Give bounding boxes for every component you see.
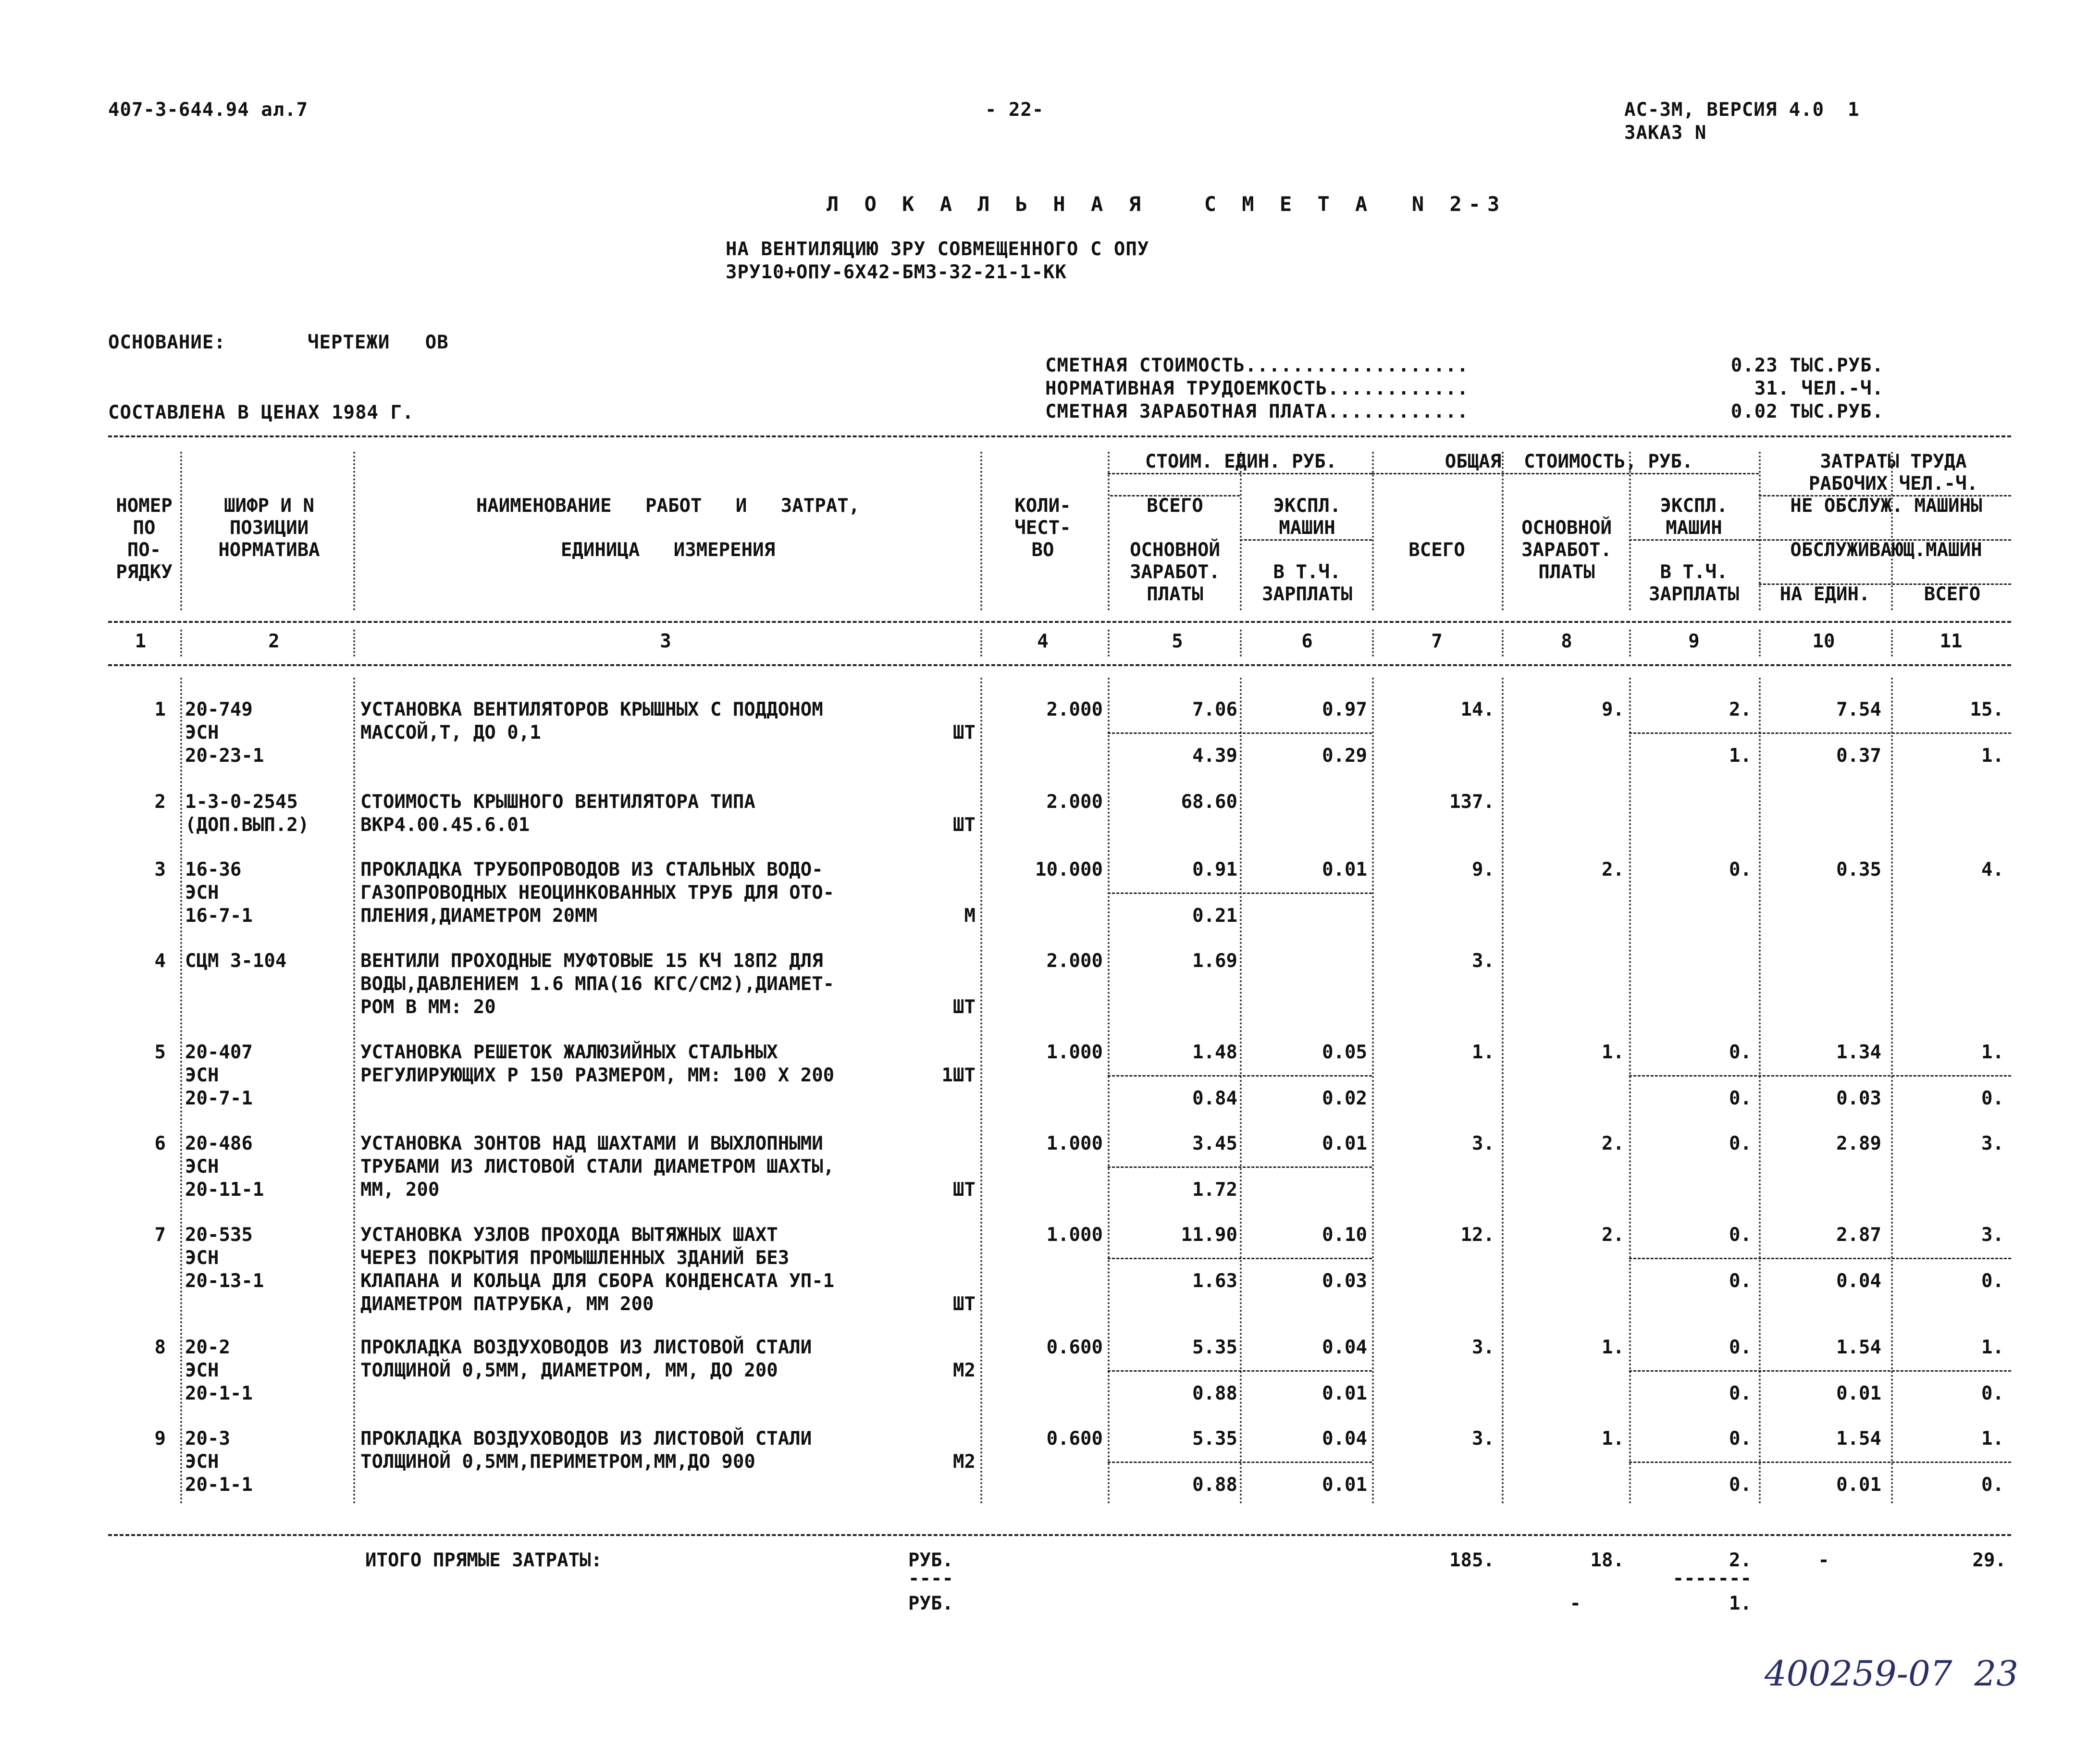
cost-value: 0.88 <box>1192 1383 1237 1404</box>
unit-of-measure: М2 <box>953 1451 976 1473</box>
cost-value: 0. <box>1729 1133 1752 1154</box>
column-separator <box>1502 452 1504 610</box>
column-separator <box>1108 630 1110 657</box>
cost-value: 7.54 <box>1836 699 1881 720</box>
cost-value: 0.01 <box>1322 1383 1367 1404</box>
column-separator <box>353 678 355 1504</box>
cell-subdivider <box>1108 1075 1372 1077</box>
cost-value: 1.63 <box>1192 1270 1237 1292</box>
column-separator <box>1629 630 1631 657</box>
cost-value: 0.88 <box>1192 1474 1237 1496</box>
work-description: КЛАПАНА И КОЛЬЦА ДЛЯ СБОРА КОНДЕНСАТА УП-1 <box>360 1270 835 1292</box>
column-number: 6 <box>1301 631 1313 652</box>
column-header-label: ОБСЛУЖИВАЮЩ.МАШИН <box>1790 539 1982 561</box>
cost-value: 0. <box>1729 1224 1752 1246</box>
cell-subdivider <box>1108 1370 1372 1372</box>
column-header-label: НАИМЕНОВАНИЕ РАБОТ И ЗАТРАТ, <box>476 495 860 517</box>
cost-value: 1.34 <box>1836 1041 1881 1063</box>
cost-value: 137. <box>1449 791 1495 813</box>
column-header-label: ЭКСПЛ. <box>1660 495 1728 517</box>
cell-subdivider <box>1629 732 2011 734</box>
unit-of-measure: ШТ <box>953 1293 976 1315</box>
cell-subdivider <box>1108 732 1372 734</box>
norm-code: ЭСН <box>185 882 219 904</box>
cost-value: 0. <box>1729 1383 1752 1404</box>
work-description: ПРОКЛАДКА ТРУБОПРОВОДОВ ИЗ СТАЛЬНЫХ ВОДО- <box>360 859 823 880</box>
norm-code: 20-11-1 <box>185 1179 264 1201</box>
cost-value: 0.01 <box>1322 859 1367 880</box>
cost-value: 4. <box>1981 859 2004 880</box>
header-subdivider <box>1759 495 2011 496</box>
column-separator <box>1108 678 1110 1504</box>
column-separator <box>1108 452 1110 610</box>
cost-value: 0. <box>1729 1428 1752 1450</box>
work-description: ВКР4.00.45.6.01 <box>360 814 530 836</box>
totals-label: ИТОГО ПРЯМЫЕ ЗАТРАТЫ: <box>365 1549 603 1571</box>
work-description: ПРОКЛАДКА ВОЗДУХОВОДОВ ИЗ ЛИСТОВОЙ СТАЛИ <box>360 1337 812 1358</box>
row-number: 2 <box>154 791 166 813</box>
header-subdivider <box>1629 539 1759 541</box>
unit-of-measure: М2 <box>953 1360 976 1381</box>
total-value: 185. <box>1449 1549 1495 1571</box>
column-header-label: ЗАРПЛАТЫ <box>1649 583 1739 605</box>
cost-value: 0.97 <box>1322 699 1367 720</box>
price-level: СОСТАВЛЕНА В ЦЕНАХ 1984 Г. <box>108 402 414 423</box>
cost-value: 14. <box>1460 699 1495 720</box>
cost-value: 2. <box>1602 859 1624 880</box>
column-header-label: РЯДКУ <box>116 561 173 583</box>
column-header-label: ПОЗИЦИИ <box>229 517 309 539</box>
norm-code: 20-7-1 <box>185 1088 253 1109</box>
cost-value: 2.87 <box>1836 1224 1881 1246</box>
column-number: 9 <box>1688 631 1700 652</box>
column-separator <box>1372 630 1374 657</box>
cost-value: 0.03 <box>1836 1088 1881 1109</box>
cost-value: 2.89 <box>1836 1133 1881 1154</box>
cost-value: 0. <box>1729 1270 1752 1292</box>
column-header-label: ПЛАТЫ <box>1538 561 1595 583</box>
norm-code: 20-23-1 <box>185 745 264 767</box>
column-separator <box>1891 452 1893 610</box>
column-header-label: ЕДИНИЦА ИЗМЕРЕНИЯ <box>560 539 776 561</box>
cost-value: 0.01 <box>1836 1383 1881 1404</box>
work-description: ММ, 200 <box>360 1179 440 1201</box>
column-header-label: ВСЕГО <box>1924 583 1981 605</box>
column-number: 5 <box>1172 631 1183 652</box>
quantity: 2.000 <box>1046 699 1103 720</box>
column-header-label: ЧЕСТ- <box>1014 517 1071 539</box>
header-subdivider <box>1240 539 1372 541</box>
unit-of-measure: ШТ <box>953 1179 976 1201</box>
cost-value: 0.35 <box>1836 859 1881 880</box>
column-separator <box>1759 452 1761 610</box>
cost-value: 0.01 <box>1322 1474 1367 1496</box>
unit-of-measure: ШТ <box>953 996 976 1018</box>
cost-value: 0. <box>1981 1474 2004 1496</box>
column-number: 11 <box>1939 631 1963 652</box>
total-value: 2. <box>1729 1549 1752 1571</box>
work-description: СТОИМОСТЬ КРЫШНОГО ВЕНТИЛЯТОРА ТИПА <box>360 791 755 813</box>
cost-value: 0.05 <box>1322 1041 1367 1063</box>
column-header-label: В Т.Ч. <box>1660 561 1728 583</box>
total-value: 18. <box>1590 1549 1624 1571</box>
total-value: - <box>1818 1549 1829 1571</box>
work-description: ДИАМЕТРОМ ПАТРУБКА, ММ 200 <box>360 1293 654 1315</box>
norm-code: 20-1-1 <box>185 1474 253 1496</box>
cell-subdivider <box>1629 1370 2011 1372</box>
cost-value: 1. <box>1602 1337 1624 1358</box>
summary-value: 31. ЧЕЛ.-Ч. <box>1754 378 1884 399</box>
cost-value: 0. <box>1729 1337 1752 1358</box>
column-separator <box>1891 630 1893 657</box>
cost-value: 15. <box>1970 699 2004 720</box>
cost-value: 1. <box>1981 1041 2004 1063</box>
norm-code: 1-3-0-2545 <box>185 791 298 813</box>
norm-code: (ДОП.ВЫП.2) <box>185 814 309 836</box>
column-separator <box>1502 678 1504 1504</box>
work-description: УСТАНОВКА ЗОНТОВ НАД ШАХТАМИ И ВЫХЛОПНЫМИ <box>360 1133 823 1154</box>
basis-value: ЧЕРТЕЖИ ОВ <box>308 332 449 353</box>
cost-value: 4.39 <box>1192 745 1237 767</box>
software-version: АС-3М, ВЕРСИЯ 4.0 1 <box>1624 99 1860 121</box>
column-separator <box>353 630 355 657</box>
row-number: 8 <box>154 1337 166 1358</box>
document-code: 407-3-644.94 ал.7 <box>108 99 309 121</box>
column-header-label: МАШИН <box>1279 517 1335 539</box>
cost-value: 0.04 <box>1836 1270 1881 1292</box>
cost-value: 1.72 <box>1192 1179 1237 1201</box>
work-description: ПРОКЛАДКА ВОЗДУХОВОДОВ ИЗ ЛИСТОВОЙ СТАЛИ <box>360 1428 812 1450</box>
work-description: ТОЛЩИНОЙ 0,5ММ,ПЕРИМЕТРОМ,ММ,ДО 900 <box>360 1451 755 1473</box>
document-title: Л О К А Л Ь Н А Я С М Е Т А N 2-3 <box>827 192 1507 216</box>
divider <box>108 621 2011 623</box>
total-separator: ------- <box>1672 1568 1752 1589</box>
column-header-label: КОЛИ- <box>1014 495 1071 517</box>
row-number: 4 <box>154 950 166 972</box>
norm-code: СЦМ 3-104 <box>185 950 287 972</box>
cost-value: 1. <box>1981 745 2004 767</box>
column-header-label: НЕ ОБСЛУЖ. МАШИНЫ <box>1790 495 1982 517</box>
total-value: 29. <box>1972 1549 2006 1571</box>
work-description: ЧЕРЕЗ ПОКРЫТИЯ ПРОМЫШЛЕННЫХ ЗДАНИЙ БЕЗ <box>360 1247 790 1269</box>
cost-value: 3.45 <box>1192 1133 1237 1154</box>
page-number: - 22- <box>985 99 1044 121</box>
column-number: 4 <box>1037 631 1049 652</box>
norm-code: 20-2 <box>185 1337 230 1358</box>
cost-value: 0.29 <box>1322 745 1367 767</box>
column-header-label: ОБЩАЯ СТОИМОСТЬ, РУБ. <box>1445 451 1693 472</box>
summary-label: СМЕТНАЯ ЗАРАБОТНАЯ ПЛАТА............ <box>1045 401 1469 422</box>
row-number: 6 <box>154 1133 166 1154</box>
cost-value: 1. <box>1981 1428 2004 1450</box>
work-description: ВОДЫ,ДАВЛЕНИЕМ 1.6 МПА(16 КГС/СМ2),ДИАМЕТ- <box>360 973 835 995</box>
cost-value: 0.04 <box>1322 1337 1367 1358</box>
cost-value: 1. <box>1981 1337 2004 1358</box>
document-subtitle-object: ЗРУ10+ОПУ-6Х42-БМЗ-32-21-1-КК <box>726 261 1067 283</box>
column-header-label: ЗАТРАТЫ ТРУДА <box>1820 451 1967 472</box>
quantity: 0.600 <box>1046 1428 1103 1450</box>
cost-value: 9. <box>1472 859 1495 880</box>
cost-value: 3. <box>1472 950 1495 972</box>
column-separator <box>180 630 182 657</box>
cost-value: 11.90 <box>1181 1224 1237 1246</box>
unit-of-measure: ШТ <box>953 814 976 836</box>
cost-value: 3. <box>1472 1428 1495 1450</box>
divider <box>108 664 2011 666</box>
cost-value: 9. <box>1602 699 1624 720</box>
cost-value: 3. <box>1981 1224 2004 1246</box>
handwritten-signature: 400259-07 23 <box>1764 1653 2018 1694</box>
divider <box>108 435 2011 437</box>
column-header-label: РАБОЧИХ ЧЕЛ.-Ч. <box>1808 473 1978 495</box>
norm-code: 20-13-1 <box>185 1270 264 1292</box>
cell-subdivider <box>1108 1166 1372 1168</box>
header-subdivider <box>1110 495 1240 496</box>
order-number: ЗАКАЗ N <box>1624 122 1707 144</box>
summary-value: 0.02 ТЫС.РУБ. <box>1730 401 1884 422</box>
cost-value: 1.48 <box>1192 1041 1237 1063</box>
work-description: ТОЛЩИНОЙ 0,5ММ, ДИАМЕТРОМ, ММ, ДО 200 <box>360 1360 778 1381</box>
column-separator <box>1759 630 1761 657</box>
column-header-label: СТОИМ. ЕДИН. РУБ. <box>1145 451 1337 472</box>
cost-value: 3. <box>1472 1133 1495 1154</box>
column-separator <box>1240 630 1242 657</box>
cost-value: 0.01 <box>1836 1474 1881 1496</box>
cost-value: 0.10 <box>1322 1224 1367 1246</box>
column-number: 10 <box>1812 631 1835 652</box>
work-description: МАССОЙ,Т, ДО 0,1 <box>360 722 541 744</box>
total-value: - <box>1569 1593 1581 1614</box>
column-separator <box>1372 452 1374 610</box>
column-header-label: ОСНОВНОЙ <box>1130 539 1220 561</box>
quantity: 2.000 <box>1046 950 1103 972</box>
cost-value: 0.21 <box>1192 905 1237 927</box>
total-value: 1. <box>1729 1593 1752 1614</box>
column-separator <box>1502 630 1504 657</box>
cell-subdivider <box>1629 1462 2011 1463</box>
row-number: 5 <box>154 1041 166 1063</box>
column-header-label: ШИФР И N <box>224 495 314 517</box>
norm-code: 20-749 <box>185 699 253 720</box>
header-subdivider <box>1759 583 2011 585</box>
column-number: 7 <box>1431 631 1443 652</box>
header-subdivider <box>1759 539 2011 541</box>
cost-value: 0. <box>1729 1474 1752 1496</box>
cost-value: 5.35 <box>1192 1337 1237 1358</box>
cost-value: 68.60 <box>1181 791 1237 813</box>
column-header-label: НОМЕР <box>116 495 173 517</box>
work-description: РОМ В ММ: 20 <box>360 996 496 1018</box>
work-description: УСТАНОВКА ВЕНТИЛЯТОРОВ КРЫШНЫХ С ПОДДОНОМ <box>360 699 823 720</box>
column-number: 3 <box>660 631 671 652</box>
norm-code: ЭСН <box>185 1065 219 1086</box>
cost-value: 0. <box>1981 1270 2004 1292</box>
column-header-label: ПО- <box>127 539 161 561</box>
document-subtitle: НА ВЕНТИЛЯЦИЮ ЗРУ СОВМЕЩЕННОГО С ОПУ <box>726 238 1149 260</box>
quantity: 1.000 <box>1046 1224 1103 1246</box>
cost-value: 0.01 <box>1322 1133 1367 1154</box>
row-number: 9 <box>154 1428 166 1450</box>
column-header-label: ПО <box>133 517 156 539</box>
quantity: 1.000 <box>1046 1133 1103 1154</box>
column-header-label: ЗАРПЛАТЫ <box>1262 583 1352 605</box>
norm-code: 16-36 <box>185 859 242 880</box>
totals-unit-separator: ---- <box>908 1568 953 1589</box>
cost-value: 0.37 <box>1836 745 1881 767</box>
cost-value: 1. <box>1729 745 1752 767</box>
work-description: ВЕНТИЛИ ПРОХОДНЫЕ МУФТОВЫЕ 15 КЧ 18П2 ДЛЯ <box>360 950 823 972</box>
column-header-label: ОСНОВНОЙ <box>1521 517 1612 539</box>
cost-value: 1. <box>1602 1041 1624 1063</box>
cost-value: 0.91 <box>1192 859 1237 880</box>
column-header-label: ЗАРАБОТ. <box>1130 561 1220 583</box>
cost-value: 2. <box>1602 1224 1624 1246</box>
column-number: 8 <box>1561 631 1572 652</box>
row-number: 3 <box>154 859 166 880</box>
column-header-label: НОРМАТИВА <box>218 539 320 561</box>
row-number: 7 <box>154 1224 166 1246</box>
cost-value: 0. <box>1729 1041 1752 1063</box>
cost-value: 0. <box>1981 1383 2004 1404</box>
quantity: 1.000 <box>1046 1041 1103 1063</box>
column-header-label: ЭКСПЛ. <box>1273 495 1341 517</box>
cost-value: 1.54 <box>1836 1428 1881 1450</box>
cell-subdivider <box>1629 1075 2011 1077</box>
quantity: 10.000 <box>1035 859 1103 880</box>
column-separator <box>180 678 182 1504</box>
column-header-label: ВСЕГО <box>1408 539 1465 561</box>
cost-value: 2. <box>1602 1133 1624 1154</box>
work-description: УСТАНОВКА УЗЛОВ ПРОХОДА ВЫТЯЖНЫХ ШАХТ <box>360 1224 778 1246</box>
cost-value: 0.84 <box>1192 1088 1237 1109</box>
norm-code: ЭСН <box>185 1360 219 1381</box>
cost-value: 0. <box>1981 1088 2004 1109</box>
cell-subdivider <box>1629 1258 2011 1259</box>
column-header-label: МАШИН <box>1666 517 1722 539</box>
cost-value: 3. <box>1981 1133 2004 1154</box>
work-description: ПЛЕНИЯ,ДИАМЕТРОМ 20ММ <box>360 905 598 927</box>
work-description: ТРУБАМИ ИЗ ЛИСТОВОЙ СТАЛИ ДИАМЕТРОМ ШАХТЫ, <box>360 1156 835 1177</box>
totals-unit: РУБ. <box>908 1593 953 1614</box>
column-separator <box>980 630 982 657</box>
column-header-label: ЗАРАБОТ. <box>1521 539 1612 561</box>
cost-value: 2. <box>1729 699 1752 720</box>
norm-code: 16-7-1 <box>185 905 253 927</box>
work-description: УСТАНОВКА РЕШЕТОК ЖАЛЮЗИЙНЫХ СТАЛЬНЫХ <box>360 1041 778 1063</box>
cost-value: 1.54 <box>1836 1337 1881 1358</box>
norm-code: 20-1-1 <box>185 1383 253 1404</box>
column-header-label: ВО <box>1031 539 1054 561</box>
cell-subdivider <box>1108 1462 1372 1463</box>
column-number: 2 <box>268 631 280 652</box>
cost-value: 1. <box>1602 1428 1624 1450</box>
column-header-label: ПЛАТЫ <box>1147 583 1203 605</box>
column-separator <box>353 452 355 610</box>
column-separator <box>1240 452 1242 610</box>
cost-value: 5.35 <box>1192 1428 1237 1450</box>
unit-of-measure: М <box>964 905 976 927</box>
summary-label: СМЕТНАЯ СТОИМОСТЬ................... <box>1045 355 1469 376</box>
totals-unit: РУБ. <box>908 1549 953 1571</box>
cell-subdivider <box>1108 1258 1372 1259</box>
norm-code: ЭСН <box>185 722 219 744</box>
cost-value: 0.02 <box>1322 1088 1367 1109</box>
column-header-label: ВСЕГО <box>1147 495 1203 517</box>
cost-value: 1. <box>1472 1041 1495 1063</box>
divider <box>108 1534 2011 1536</box>
work-description: ГАЗОПРОВОДНЫХ НЕОЦИНКОВАННЫХ ТРУБ ДЛЯ ОТО- <box>360 882 835 904</box>
cost-value: 7.06 <box>1192 699 1237 720</box>
cost-value: 0.04 <box>1322 1428 1367 1450</box>
norm-code: 20-3 <box>185 1428 230 1450</box>
cost-value: 3. <box>1472 1337 1495 1358</box>
cost-value: 0.03 <box>1322 1270 1367 1292</box>
unit-of-measure: 1ШТ <box>941 1065 976 1086</box>
norm-code: ЭСН <box>185 1451 219 1473</box>
cost-value: 0. <box>1729 1088 1752 1109</box>
column-separator <box>980 452 982 610</box>
norm-code: ЭСН <box>185 1156 219 1177</box>
norm-code: ЭСН <box>185 1247 219 1269</box>
summary-label: НОРМАТИВНАЯ ТРУДОЕМКОСТЬ............ <box>1045 378 1469 399</box>
column-separator <box>180 452 182 610</box>
header-subdivider <box>1372 473 1759 474</box>
cost-value: 1.69 <box>1192 950 1237 972</box>
basis-label: ОСНОВАНИЕ: <box>108 332 226 353</box>
column-separator <box>1629 452 1631 610</box>
norm-code: 20-407 <box>185 1041 253 1063</box>
quantity: 2.000 <box>1046 791 1103 813</box>
cell-subdivider <box>1108 892 1372 894</box>
summary-value: 0.23 ТЫС.РУБ. <box>1730 355 1884 376</box>
unit-of-measure: ШТ <box>953 722 976 744</box>
column-header-label: В Т.Ч. <box>1273 561 1341 583</box>
quantity: 0.600 <box>1046 1337 1103 1358</box>
column-number: 1 <box>135 631 147 652</box>
cost-value: 0. <box>1729 859 1752 880</box>
norm-code: 20-486 <box>185 1133 253 1154</box>
norm-code: 20-535 <box>185 1224 253 1246</box>
work-description: РЕГУЛИРУЮЩИХ Р 150 РАЗМЕРОМ, ММ: 100 Х 200 <box>360 1065 835 1086</box>
row-number: 1 <box>154 699 166 720</box>
column-header-label: НА ЕДИН. <box>1779 583 1870 605</box>
cost-value: 12. <box>1460 1224 1495 1246</box>
